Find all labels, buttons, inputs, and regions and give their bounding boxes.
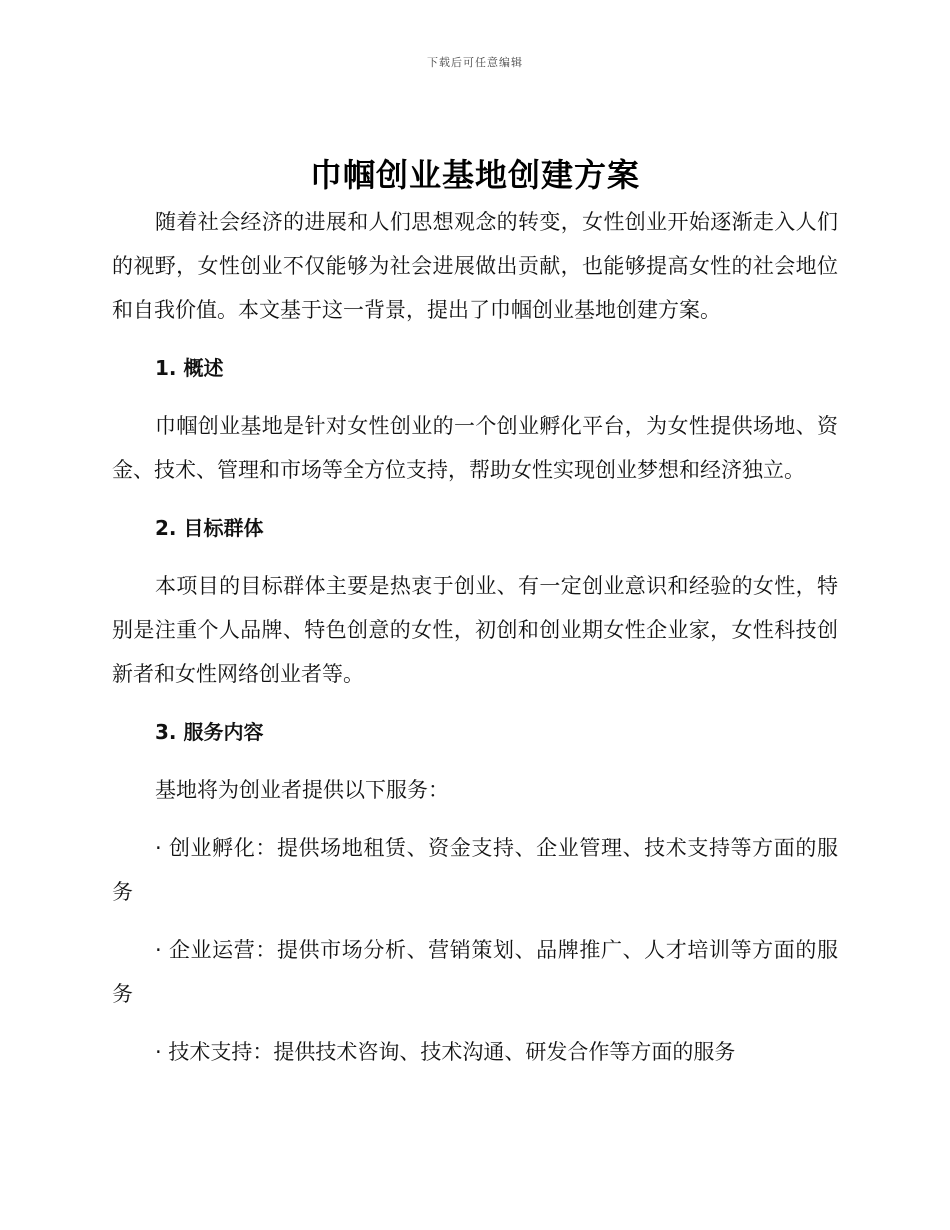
list-item: · 技术支持：提供技术咨询、技术沟通、研发合作等方面的服务: [155, 1040, 736, 1064]
section-heading-target-group: 2. 目标群体: [155, 516, 264, 540]
document-body: [112, 200, 838, 1074]
header-note: 下载后可任意编辑: [427, 56, 523, 69]
intro-paragraph: 随着社会经济的进展和人们思想观念的转变，女性创业开始逐渐走入人们的视野，女性创业不仅能够为社会进展做出贡献，也能够提高女性的社会地位和自我价值。本文基于这一背景，提出了巾帼创业基地创建方案。: [112, 210, 838, 322]
section-heading-overview: 1. 概述: [155, 356, 224, 380]
section-body-target-group: 本项目的目标群体主要是热衷于创业、有一定创业意识和经验的女性，特别是注重个人品牌、特色创意的女性，初创和创业期女性企业家，女性科技创新者和女性网络创业者等。: [112, 574, 838, 686]
section-heading-services: 3. 服务内容: [155, 720, 264, 744]
document-title: 巾帼创业基地创建方案: [309, 156, 640, 194]
section-body-overview: 巾帼创业基地是针对女性创业的一个创业孵化平台，为女性提供场地、资金、技术、管理和市场等全方位支持，帮助女性实现创业梦想和经济独立。: [112, 414, 838, 482]
list-item: · 企业运营：提供市场分析、营销策划、品牌推广、人才培训等方面的服务: [112, 938, 838, 1006]
list-item: · 创业孵化：提供场地租赁、资金支持、企业管理、技术支持等方面的服务: [112, 836, 838, 904]
section-body-services: 基地将为创业者提供以下服务：: [155, 778, 449, 802]
